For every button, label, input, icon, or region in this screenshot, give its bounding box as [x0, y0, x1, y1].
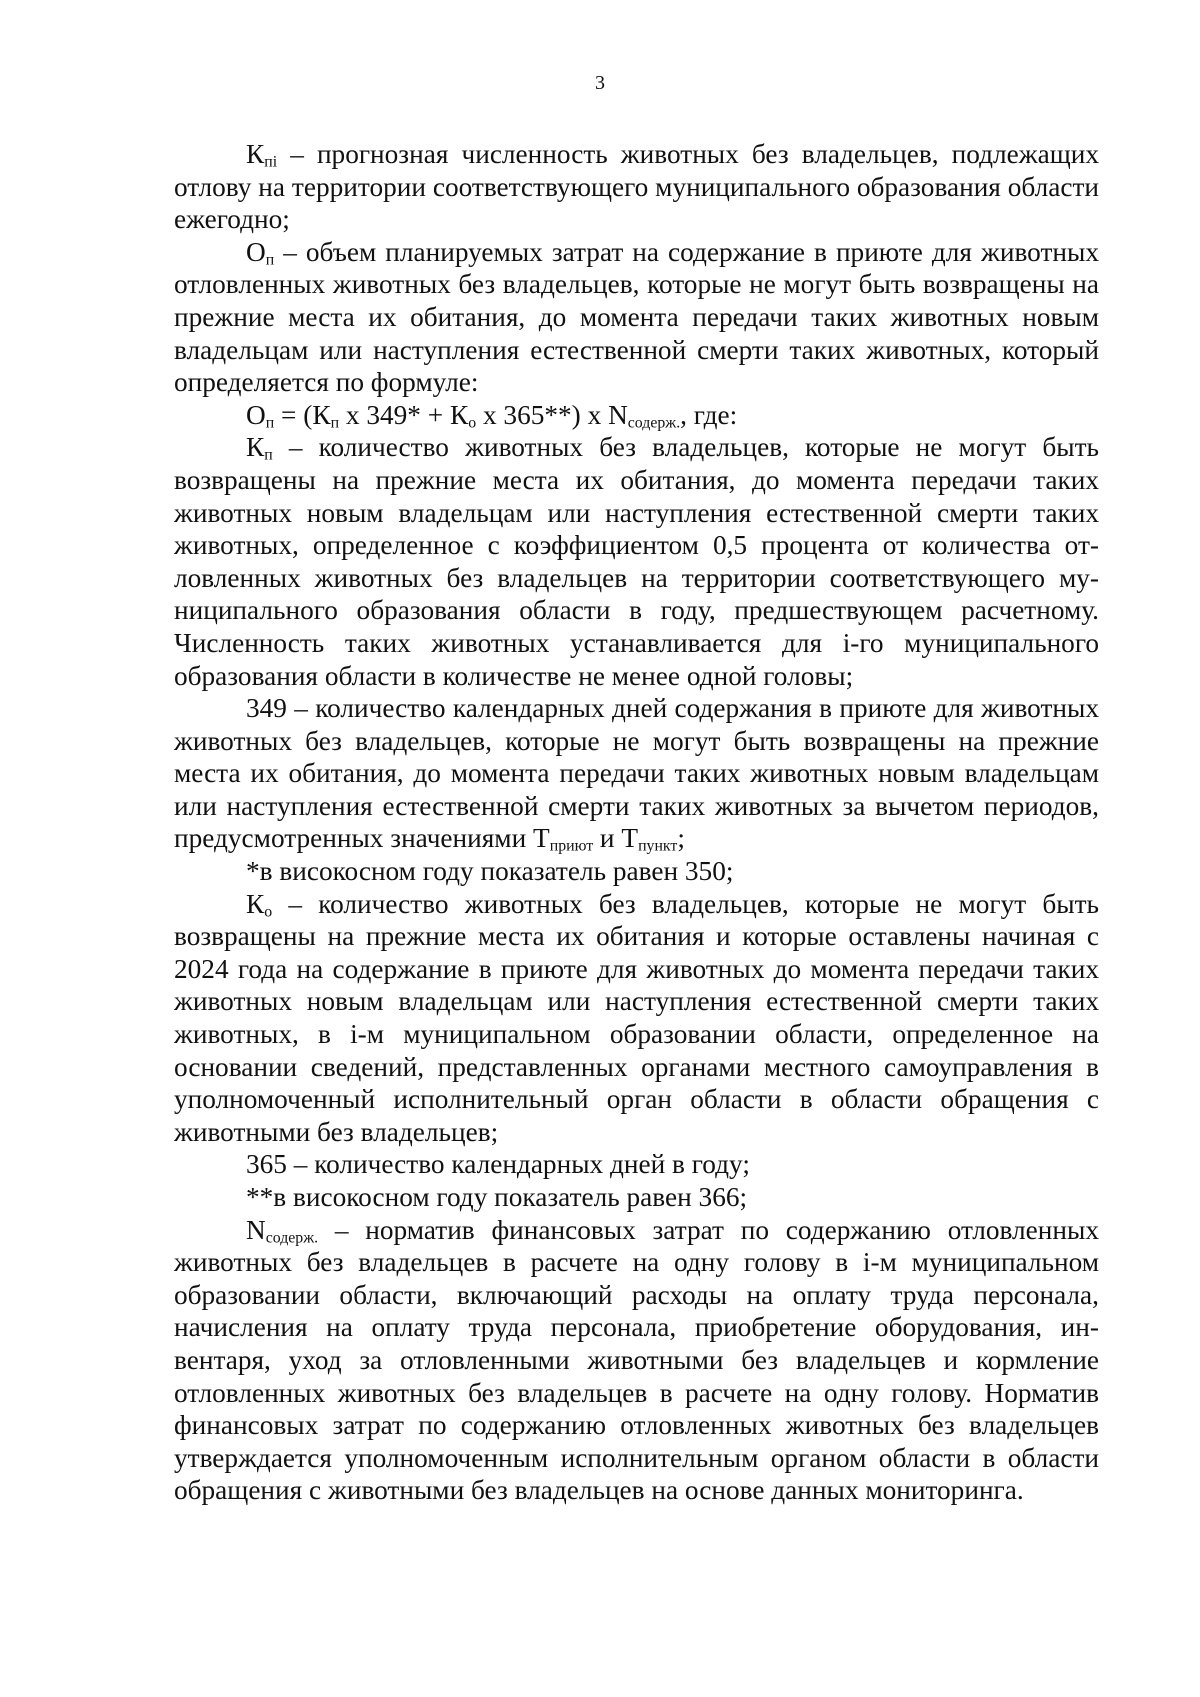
formula-tail: , где:: [680, 399, 738, 430]
subscript-soderzh: содерж.: [265, 1229, 319, 1247]
formula: [174, 399, 1099, 432]
formula-eq: = (: [274, 399, 313, 430]
paragraph-leap-year-350: *в високосном году показатель равен 350;: [246, 856, 734, 887]
document-body: [174, 138, 1099, 1507]
symbol-t: Т: [533, 823, 550, 854]
subscript-p: п: [265, 251, 275, 269]
subscript-o: о: [264, 903, 273, 921]
paragraph-leap-year-366: **в високосном году показатель равен 366;: [246, 1182, 748, 1212]
paragraph-365-definition: 365 – количество календарных дней в году;: [246, 1149, 750, 1180]
paragraph-end: ;: [677, 823, 685, 854]
formula-k: К: [312, 399, 331, 430]
symbol-t: Т: [621, 823, 639, 854]
symbol-o: О: [246, 236, 266, 267]
formula-sub-o: о: [468, 414, 477, 432]
formula-n: N: [608, 399, 628, 430]
paragraph-k-p-definition: [174, 431, 1099, 692]
paragraph-k-o-definition: [174, 888, 1099, 1149]
subscript-priyut: приют: [549, 837, 594, 855]
paragraph-and: и: [593, 823, 622, 854]
formula-k-o: К: [449, 399, 469, 430]
paragraph-k-pi-definition: [174, 138, 1099, 236]
paragraph-text: – прогнозная численность животных без владельцев, подлежащих отлову на территории соответствующего муниципального образования области ежегодно;: [174, 139, 1099, 235]
formula-sub-p: п: [265, 414, 275, 432]
paragraph-o-p-definition: [174, 236, 1099, 399]
paragraph-n-soderzh-definition: [174, 1214, 1099, 1507]
page-number: 3: [595, 72, 605, 94]
formula-o: О: [246, 399, 266, 430]
paragraph-text: – количество животных без владельцев, которые не могут быть возвращены на прежние места их обитания и которые оставлены начиная с 2024 года на содержание в приюте для животных до момента передачи таких животных новым владельцам или наступления естественной смерти таких животных, в i-м муниципальном образовании области, определенное на основании сведений, представленных органами местного самоуправления в уполномоченный исполнительный орган области в области обращения с животными без владельцев;: [174, 888, 1099, 1147]
paragraph-text: – норматив финансовых затрат по содержанию отловленных животных без владельцев в расчете на одну голову в i-м муниципальном образовании области, включающий расходы на оплату труда персонала, начисления на оплату труда персонала, приобретение оборудования, инвентаря, уход за отловленными животными без владельцев и кормление отловленных животных без владельцев в расчете на одну голову. Норматив финансовых затрат по содержанию отловленных животных без владельцев утверждается уполномоченным исполнительным органом области в области обращения с животными без владельцев на основе данных мониторинга.: [174, 1214, 1099, 1506]
formula-x1: x 349* +: [339, 399, 450, 430]
formula-sub-soderzh: содерж.: [627, 414, 681, 432]
symbol-k: К: [246, 139, 265, 169]
formula-x2: x 365**) x: [476, 399, 609, 430]
subscript-punkt: пункт: [638, 837, 678, 855]
symbol-k: К: [246, 432, 265, 463]
formula-sub-p2: п: [330, 414, 340, 432]
paragraph-text: 349 – количество календарных дней содержания в приюте для животных животных без владельцев, которые не могут быть возвращены на прежние места их обитания, до момента передачи таких животных новым владельцам или наступления естественной смерти таких животных за вычетом периодов, предусмотренных значениями: [174, 693, 1099, 854]
symbol-n: N: [246, 1214, 266, 1245]
paragraph-349-definition: [174, 692, 1099, 855]
paragraph-text: – объем планируемых затрат на содержание в приюте для животных отловленных животных без владельцев, которые не могут быть возвращены на прежние места их обитания, до момента передачи таких животных новым владельцам или наступления естественной смерти таких животных, который определяется по формуле:: [174, 236, 1099, 398]
paragraph-text: – количество животных без владельцев, которые не могут быть возвращены на прежние места их обитания, до момента передачи таких животных новым владельцам или наступления естественной смерти таких животных, определенное с коэффициентом 0,5 процента от количества отловленных животных без владельцев на территории соответствующего муниципального образования области в году, предшествующем расчетному. Численность таких животных устанавливается для i-го муниципального образования области в количестве не менее одной головы;: [174, 432, 1099, 691]
symbol-k: К: [246, 888, 265, 919]
subscript-p: п: [264, 446, 273, 464]
subscript-pi: пi: [264, 153, 278, 171]
